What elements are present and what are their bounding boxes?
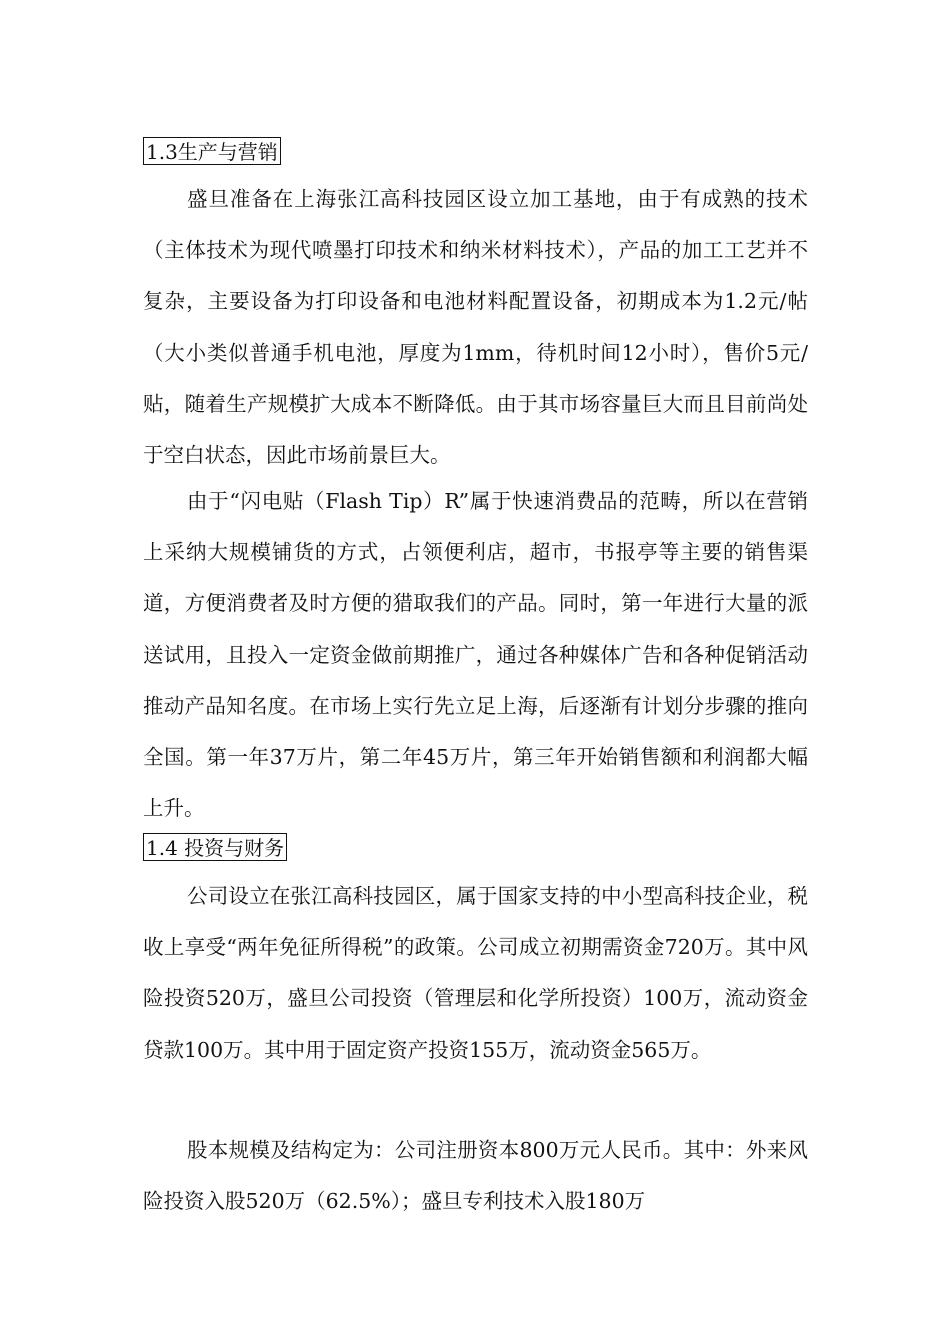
paragraph-equity-structure: 股本规模及结构定为：公司注册资本800万元人民币。其中：外来风险投资入股520万（62.5%）；盛旦专利技术入股180万	[143, 1138, 808, 1214]
section-heading-investment-finance: 1.4 投资与财务	[143, 833, 287, 861]
paragraph-investment: 公司设立在张江高科技园区，属于国家支持的中小型高科技企业，税收上享受“两年免征所得税”的政策。公司成立初期需资金720万。其中风险投资520万，盛旦公司投资（管理层和化学所投资）100万，流动资金贷款100万。其中用于固定资产投资155万，流动资金565万。	[143, 884, 808, 1062]
paragraph-production: 盛旦准备在上海张江高科技园区设立加工基地，由于有成熟的技术（主体技术为现代喷墨打印技术和纳米材料技术），产品的加工工艺并不复杂，主要设备为打印设备和电池材料配置设备，初期成本为1.2元/帖（大小类似普通手机电池，厚度为1mm，待机时间12小时），售价5元/贴，随着生产规模扩大成本不断降低。由于其市场容量巨大而且目前尚处于空白状态，因此市场前景巨大。	[143, 187, 808, 468]
section-heading-production-marketing: 1.3生产与营销	[143, 137, 281, 165]
paragraph-marketing: 由于“闪电贴（Flash Tip）R”属于快速消费品的范畴，所以在营销上采纳大规模铺货的方式，占领便利店，超市，书报亭等主要的销售渠道，方便消费者及时方便的猎取我们的产品。同时，第一年进行大量的派送试用，且投入一定资金做前期推广，通过各种媒体广告和各种促销活动推动产品知名度。在市场上实行先立足上海，后逐渐有计划分步骤的推向全国。第一年37万片，第二年45万片，第三年开始销售额和利润都大幅上升。	[143, 489, 808, 821]
